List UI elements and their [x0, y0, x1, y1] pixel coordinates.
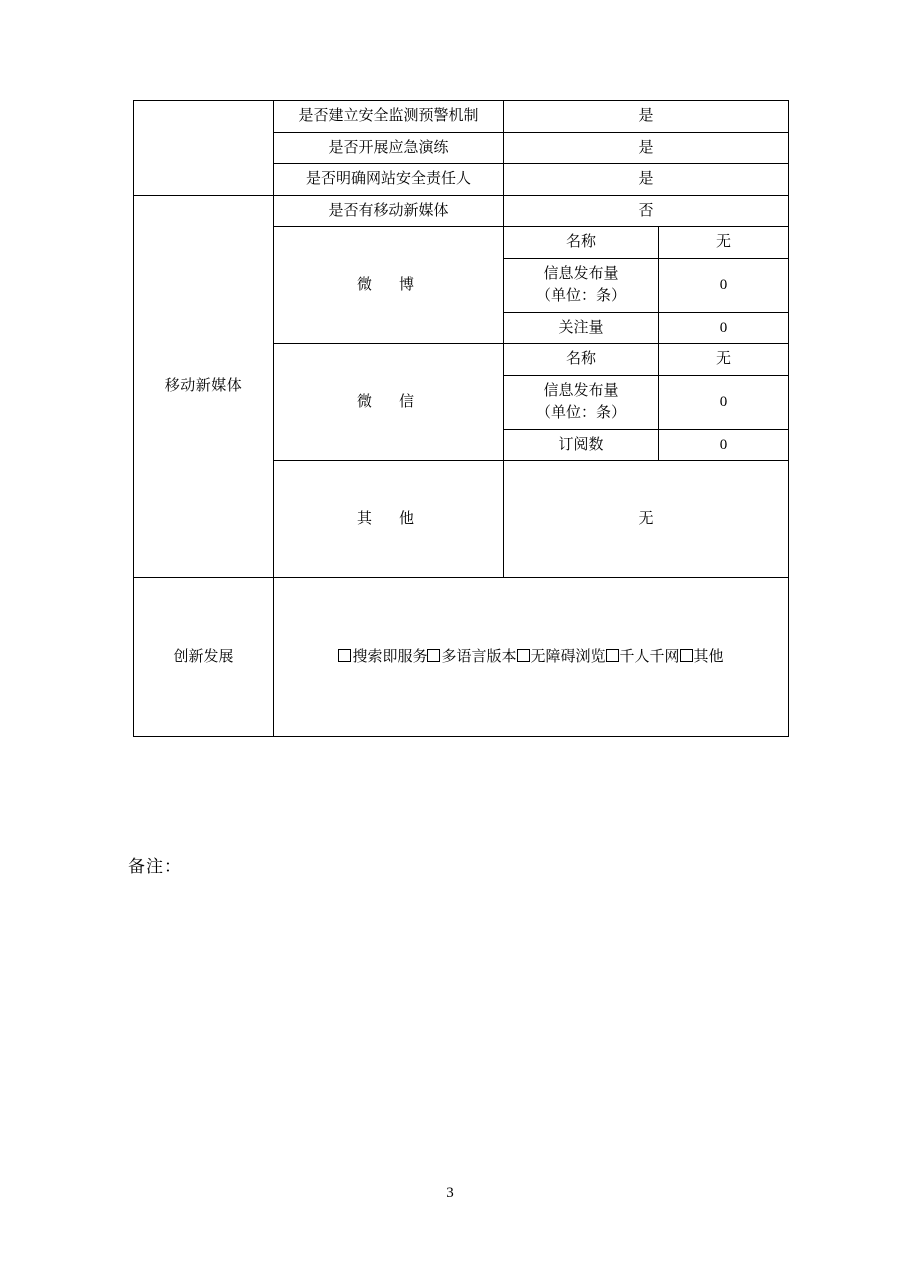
- innovation-checkbox-row: [280, 646, 782, 669]
- innovation-options-cell: [274, 578, 789, 737]
- innovation-option-search[interactable]: [338, 646, 427, 669]
- weibo-item-name-2: 信息发布量 （单位：条）: [504, 258, 659, 312]
- has-mobile-media-answer: 否: [504, 195, 789, 227]
- weibo-item-name-1: 名称: [504, 227, 659, 259]
- weixin-item-name-2: 信息发布量 （单位：条）: [504, 375, 659, 429]
- innovation-option-personalized[interactable]: [606, 646, 680, 669]
- weibo-item-value-2: 0: [659, 258, 789, 312]
- innovation-option-label-0: 搜索即服务: [352, 648, 428, 665]
- has-mobile-media-question: 是否有移动新媒体: [274, 195, 504, 227]
- innovation-option-label-4: 其他: [693, 648, 724, 665]
- innovation-option-multilang[interactable]: [427, 646, 516, 669]
- table-row: [134, 101, 789, 133]
- other-media-value: 无: [504, 461, 789, 578]
- security-answer-3: 是: [504, 164, 789, 196]
- weibo-label: 微 博: [274, 227, 504, 344]
- checkbox-icon[interactable]: [517, 649, 530, 662]
- weibo-item-value-1: 无: [659, 227, 789, 259]
- weixin-item-name-1: 名称: [504, 344, 659, 376]
- innovation-option-label-1: 多语言版本: [441, 648, 517, 665]
- weixin-item-name-3: 订阅数: [504, 429, 659, 461]
- weixin-item-value-1: 无: [659, 344, 789, 376]
- weixin-item-value-2: 0: [659, 375, 789, 429]
- checkbox-icon[interactable]: [338, 649, 351, 662]
- security-question-2: 是否开展应急演练: [274, 132, 504, 164]
- table-row: [134, 578, 789, 737]
- checkbox-icon[interactable]: [427, 649, 440, 662]
- security-question-1: 是否建立安全监测预警机制: [274, 101, 504, 133]
- security-section-label: [134, 101, 274, 196]
- remark-label: 备注：: [128, 857, 182, 876]
- innovation-option-accessibility[interactable]: [517, 646, 606, 669]
- security-question-3: 是否明确网站安全责任人: [274, 164, 504, 196]
- checkbox-icon[interactable]: [606, 649, 619, 662]
- weibo-item-value-3: 0: [659, 312, 789, 344]
- weixin-item-value-3: 0: [659, 429, 789, 461]
- weibo-item-name-3: 关注量: [504, 312, 659, 344]
- annual-report-table: [133, 100, 789, 737]
- security-answer-2: 是: [504, 132, 789, 164]
- innovation-option-label-2: 无障碍浏览: [530, 648, 606, 665]
- page-number: 3: [446, 1185, 454, 1201]
- table-row: [134, 195, 789, 227]
- mobile-media-section-label: 移动新媒体: [134, 195, 274, 578]
- innovation-label: 创新发展: [134, 578, 274, 737]
- other-media-label: 其 他: [274, 461, 504, 578]
- weixin-label: 微 信: [274, 344, 504, 461]
- security-answer-1: 是: [504, 101, 789, 133]
- innovation-option-label-3: 千人千网: [619, 648, 680, 665]
- innovation-option-other[interactable]: [680, 646, 724, 669]
- checkbox-icon[interactable]: [680, 649, 693, 662]
